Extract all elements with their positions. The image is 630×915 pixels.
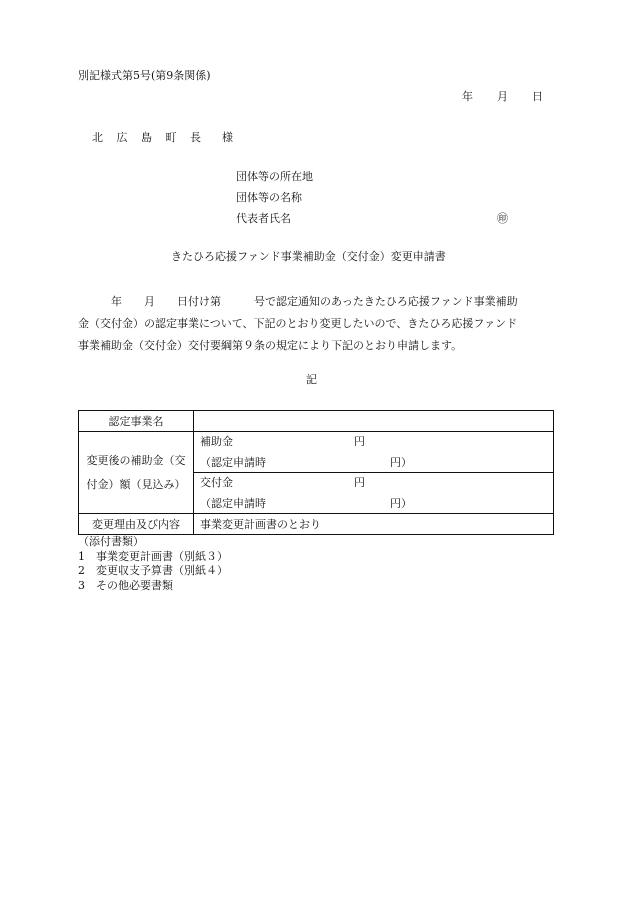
body-line-2: 金（交付金）の認定事業について、下記のとおり変更したいので、きたひろ応援ファンド xyxy=(78,317,518,330)
subsidy-label: 補助金 xyxy=(200,435,233,448)
amount-label xyxy=(79,432,194,514)
subsidy-cell[interactable] xyxy=(194,432,554,473)
grant-applied-yen: 円） xyxy=(390,497,412,510)
grant-applied-label: （認定申請時 xyxy=(200,497,266,510)
applicant-name-label: 団体等の名称 xyxy=(236,191,302,204)
seal-mark: ㊞ xyxy=(497,212,508,225)
document-title: きたひろ応援ファンド事業補助金（交付金）変更申請書 xyxy=(171,250,446,263)
amount-label-line-2: 付金）額（見込み） xyxy=(86,477,186,491)
date-line xyxy=(462,90,543,104)
project-name-label: 認定事業名 xyxy=(79,411,194,432)
body-text xyxy=(78,291,556,357)
attachments-list xyxy=(78,535,228,593)
form-number: 別記様式第5号(第9条関係) xyxy=(78,69,211,82)
date-day: 日 xyxy=(532,90,543,103)
date-year: 年 xyxy=(462,90,473,103)
amount-label-line-1: 変更後の補助金（交 xyxy=(86,453,186,467)
applicant-address-label: 団体等の所在地 xyxy=(236,170,313,183)
application-table xyxy=(78,410,554,535)
attachments-heading: （添付書類） xyxy=(78,535,144,548)
reason-value[interactable]: 事業変更計画書のとおり xyxy=(194,514,554,535)
grant-label: 交付金 xyxy=(200,476,233,489)
attachment-item: 2 変更収支予算書（別紙４） xyxy=(78,564,228,577)
subsidy-applied-label: （認定申請時 xyxy=(200,456,266,469)
reason-label: 変更理由及び内容 xyxy=(79,514,194,535)
body-line-3: 事業補助金（交付金）交付要綱第９条の規定により下記のとおり申請します。 xyxy=(78,339,463,352)
subsidy-applied-yen: 円） xyxy=(390,456,412,469)
subsidy-yen: 円 xyxy=(354,435,365,448)
project-name-value[interactable] xyxy=(194,411,554,432)
representative-label: 代表者氏名 xyxy=(236,212,291,225)
attachment-item: 1 事業変更計画書（別紙３） xyxy=(78,549,228,563)
applicant-block xyxy=(236,170,313,233)
grant-cell[interactable] xyxy=(194,473,554,514)
attachment-item: 3 その他必要書類 xyxy=(78,578,173,592)
grant-yen: 円 xyxy=(354,476,365,489)
recipient: 北 広 島 町 長 様 xyxy=(92,131,238,144)
date-month: 月 xyxy=(497,90,508,103)
ki-heading: 記 xyxy=(306,373,317,386)
body-line-1: 年 月 日付け第 号で認定通知のあったきたひろ応援ファンド事業補助 xyxy=(78,295,518,308)
